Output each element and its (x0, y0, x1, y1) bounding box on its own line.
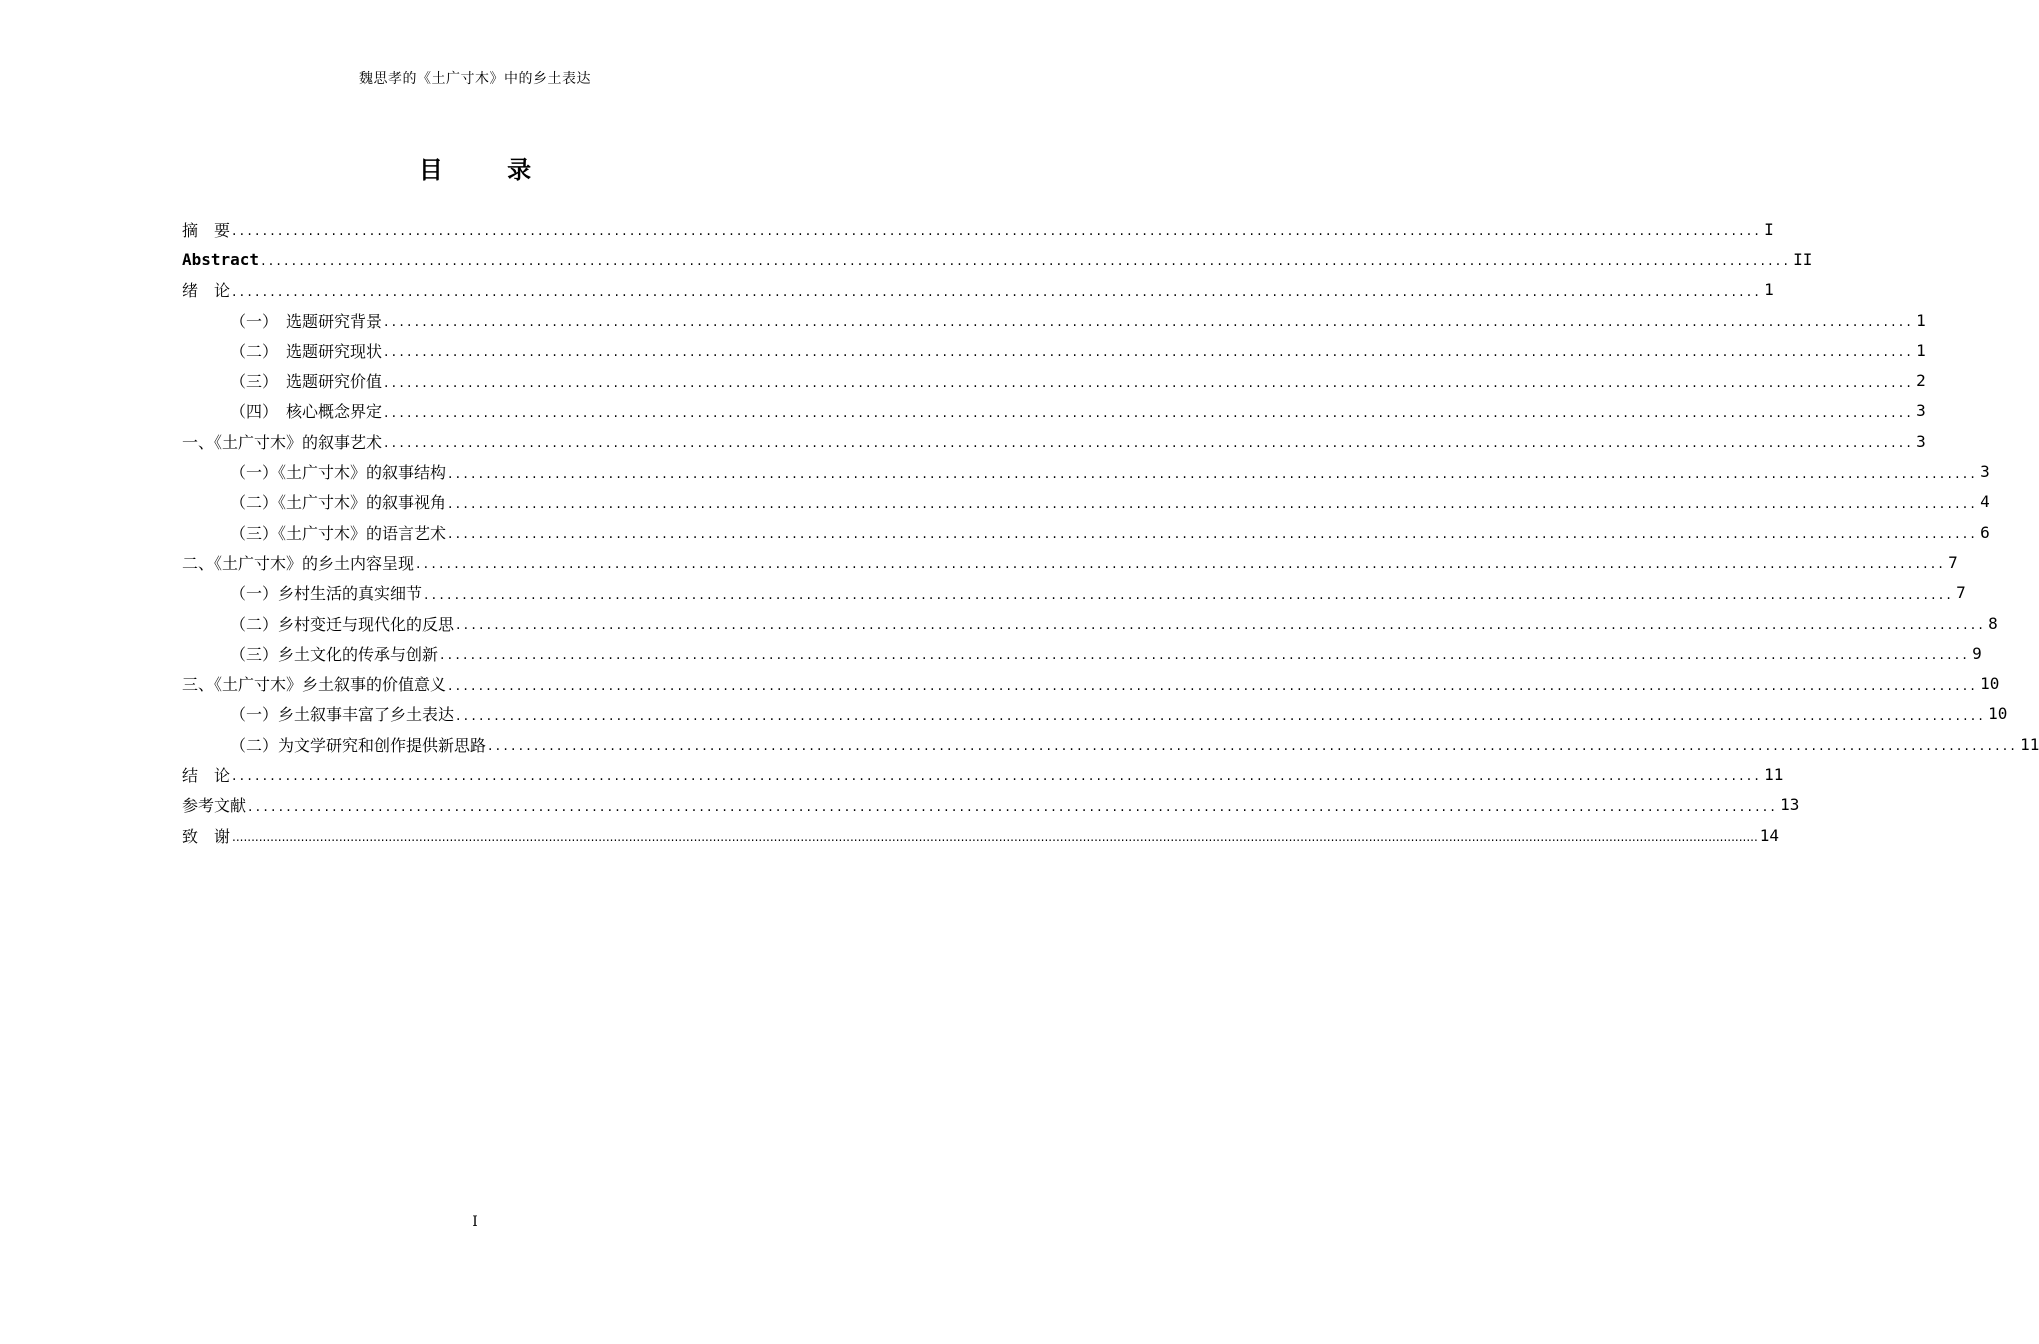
toc-leader-dots: ........................................................................................................................................................................................................ (448, 465, 1979, 482)
running-header: 魏思孝的《土广寸木》中的乡土表达 (359, 71, 591, 87)
toc-leader-dots: ........................................................................................................................................................................................................ (448, 677, 1979, 694)
toc-leader-dots: ........................................................................................................................................................................................................ (384, 374, 1915, 391)
toc-entry[interactable] (182, 820, 1780, 850)
toc-entry-page: 14 (1759, 825, 1780, 845)
toc-entry-title: 结 论 (182, 765, 231, 785)
toc-entry-title: 致 谢 (182, 826, 231, 846)
toc-entry-title: 三、《土广寸木》乡土叙事的价值意义 (182, 675, 447, 695)
toc-entry-title: （二）《土广寸木》的叙事视角 (230, 493, 447, 513)
table-of-contents (182, 214, 2039, 850)
toc-entry-title: （二）为文学研究和创作提供新思路 (230, 735, 487, 755)
toc-leader-dots: ........................................................................................................................................................................................................ (448, 495, 1979, 512)
toc-entry-title: 参考文献 (182, 796, 247, 816)
toc-leader-dots: ........................................................................................................................................................................................................ (440, 647, 1971, 664)
toc-entry[interactable] (182, 487, 1990, 517)
toc-entry[interactable] (182, 638, 1982, 668)
toc-entry-title: （二）乡村变迁与现代化的反思 (230, 614, 455, 634)
toc-entry-title: （三）乡土文化的传承与创新 (230, 644, 439, 664)
toc-entry-page: 1 (1916, 310, 1926, 330)
toc-entry-page: 3 (1980, 462, 1990, 482)
toc-entry-page: 11 (1764, 764, 1784, 784)
toc-entry[interactable] (182, 608, 1998, 638)
toc-entry-title: （一）乡村生活的真实细节 (230, 584, 423, 604)
toc-entry-title: 一、《土广寸木》的叙事艺术 (182, 432, 383, 452)
toc-entry[interactable] (182, 517, 1990, 547)
toc-entry-title: （四） 核心概念界定 (230, 402, 383, 422)
toc-entry[interactable] (182, 547, 1958, 577)
toc-entry-title: （二） 选题研究现状 (230, 341, 383, 361)
toc-leader-dots: ........................................................................................................................................................................................................ (448, 526, 1979, 543)
toc-entry-page: 9 (1972, 643, 1982, 663)
toc-entry[interactable] (182, 305, 1926, 335)
toc-entry-page: 10 (1980, 674, 2000, 694)
toc-entry[interactable] (182, 729, 2039, 759)
page-title: 目 录 (418, 156, 560, 184)
toc-entry-title: （一）乡土叙事丰富了乡土表达 (230, 705, 455, 725)
toc-entry[interactable] (182, 456, 1990, 486)
toc-entry-page: 1 (1916, 340, 1926, 360)
toc-entry-title: （一）《土广寸木》的叙事结构 (230, 463, 447, 483)
toc-entry-page: 7 (1948, 552, 1958, 572)
toc-leader-dots: ........................................................................................................................................................................................................ (261, 253, 1792, 270)
toc-entry[interactable] (182, 244, 1813, 274)
toc-entry-page: I (1764, 219, 1774, 239)
toc-leader-dots: ........................................................................................................................................................................................................ (384, 314, 1915, 331)
toc-leader-dots: ........................................................................................................................................................................................................ (456, 617, 1987, 633)
toc-entry-page: 10 (1988, 704, 2008, 724)
toc-entry-title: （三）《土广寸木》的语言艺术 (230, 523, 447, 543)
page-number: I (472, 1214, 478, 1230)
toc-entry-page: 8 (1988, 613, 1998, 633)
toc-leader-dots: ........................................................................................................................................................................................................ (384, 435, 1915, 452)
toc-entry-page: 4 (1980, 492, 1990, 512)
toc-entry-page: 3 (1916, 401, 1926, 421)
toc-entry-title: 二、《土广寸木》的乡土内容呈现 (182, 553, 415, 573)
toc-leader-dots: ........................................................................................................................................................................................................ (232, 223, 1763, 240)
toc-entry[interactable] (182, 759, 1784, 789)
toc-entry-title: （一） 选题研究背景 (230, 311, 383, 331)
toc-leader-dots: ........................................................................................................................................................................................................ (488, 738, 2019, 755)
toc-entry[interactable] (182, 335, 1926, 365)
toc-leader-dots: ........................................................................................................................................................................................................ (248, 798, 1779, 815)
toc-entry-page: 7 (1956, 583, 1966, 603)
toc-leader-dots: ........................................................................................................................................................................................................ (384, 404, 1915, 421)
toc-entry-title: 摘 要 (182, 220, 231, 240)
toc-leader-dots: ........................................................................................................................................................................................................ (232, 768, 1763, 785)
toc-entry-page: 13 (1780, 795, 1800, 815)
toc-leader-dots: ........................................................................................................................................................................................................ (232, 283, 1763, 300)
toc-entry-title: Abstract (182, 249, 260, 269)
toc-entry-page: 11 (2020, 734, 2039, 754)
toc-leader-dots: ........................................................................................................................................................................................................ (416, 556, 1947, 573)
toc-entry[interactable] (182, 578, 1966, 608)
toc-entry-page: 1 (1764, 280, 1774, 300)
toc-entry-title: 绪 论 (182, 281, 231, 301)
toc-entry[interactable] (182, 699, 2008, 729)
toc-leader-dots: ................................................................................................................................................................................................................................................................................................................................................................................................................ (232, 830, 1758, 845)
toc-entry-page: 2 (1916, 371, 1926, 391)
toc-entry[interactable] (182, 365, 1926, 395)
toc-entry[interactable] (182, 668, 2000, 698)
toc-entry-page: 6 (1980, 522, 1990, 542)
toc-entry[interactable] (182, 275, 1774, 305)
toc-entry[interactable] (182, 426, 1926, 456)
toc-leader-dots: ........................................................................................................................................................................................................ (384, 344, 1915, 361)
toc-entry[interactable] (182, 790, 1800, 820)
toc-leader-dots: ........................................................................................................................................................................................................ (456, 707, 1987, 724)
toc-entry-page: 3 (1916, 431, 1926, 451)
toc-entry[interactable] (182, 396, 1926, 426)
toc-entry[interactable] (182, 214, 1774, 244)
toc-entry-page: II (1793, 249, 1813, 269)
toc-entry-title: （三） 选题研究价值 (230, 372, 383, 392)
toc-leader-dots: ........................................................................................................................................................................................................ (424, 586, 1955, 603)
